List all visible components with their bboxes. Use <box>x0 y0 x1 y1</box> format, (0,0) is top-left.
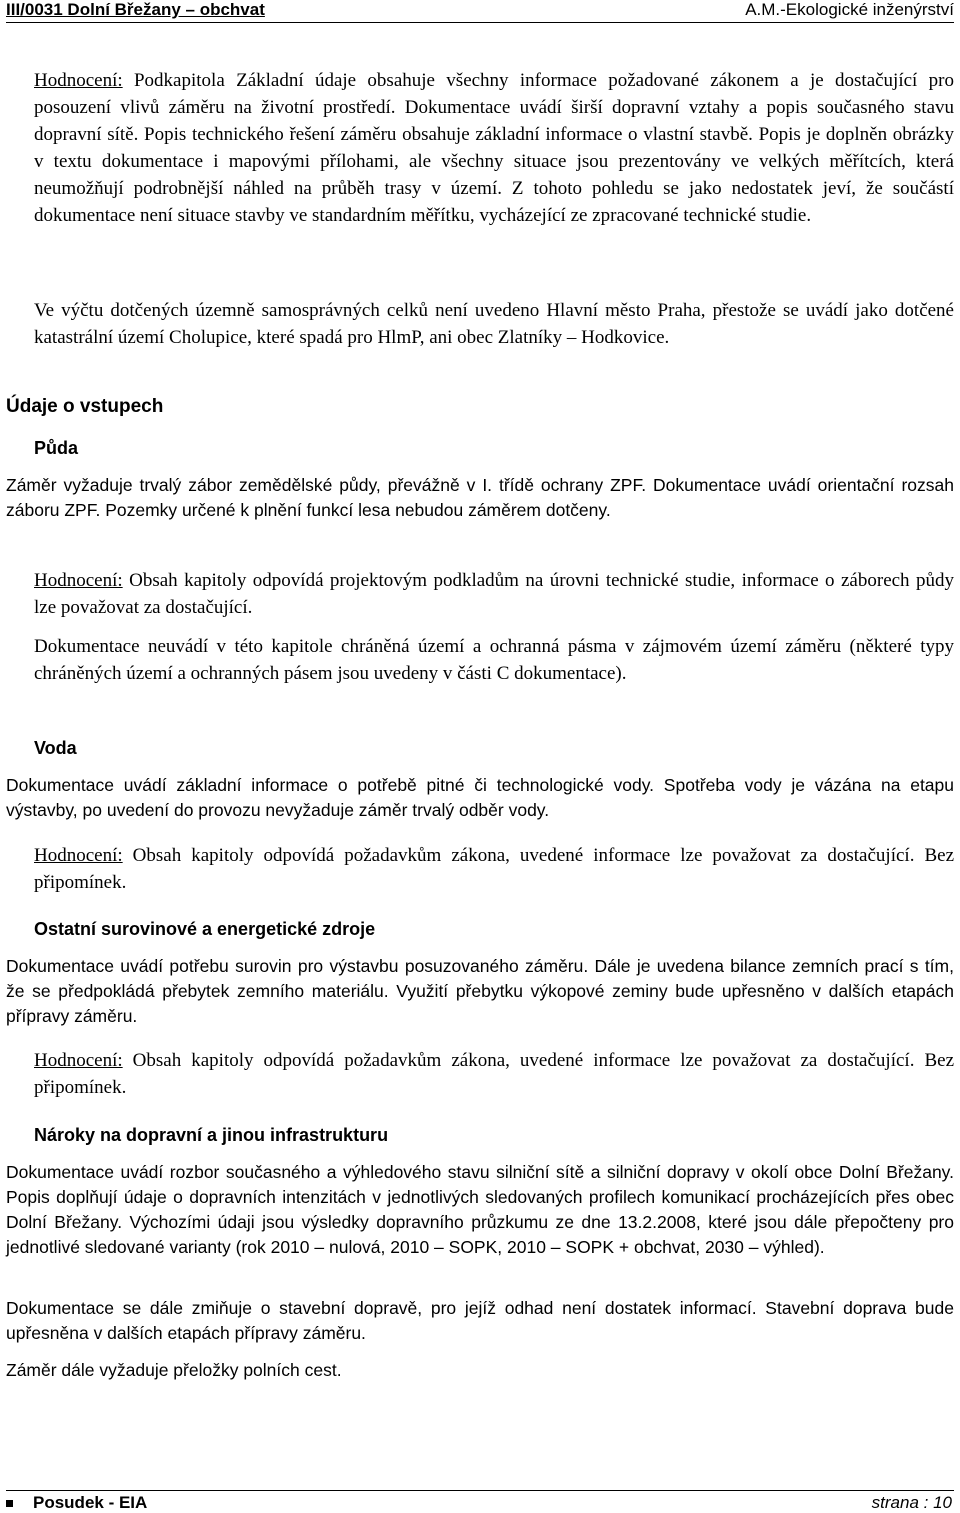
heading-inputs: Údaje o vstupech <box>6 396 164 417</box>
paragraph-text: Obsah kapitoly odpovídá projektovým podkladům na úrovni technické studie, informace o záborech půdy lze považovat za dostačující. <box>34 570 954 618</box>
footer-rule <box>6 1490 954 1491</box>
paragraph-protected-areas: Dokumentace neuvádí v této kapitole chráněná území a ochranná pásma v zájmovém území záměru (některé typy chráněných území a ochranných pásem jsou uvedeny v části C dokumentace). <box>34 636 954 684</box>
evaluation-label: Hodnocení: <box>34 845 123 866</box>
heading-water: Voda <box>34 738 77 758</box>
paragraph-water-evaluation <box>34 842 954 896</box>
paragraph-field-paths: Záměr dále vyžaduje přeložky polních cest. <box>6 1360 342 1380</box>
page-header <box>6 0 954 23</box>
paragraph-text: Podkapitola Základní údaje obsahuje všechny informace požadované zákonem a je dostačující pro posouzení vlivů záměru na životní prostředí. Dokumentace uvádí širší dopravní vztahy a popis současného stavu dopravní sítě. Popis technického řešení záměru obsahuje základní informace o vlastní stavbě. Popis je doplněn obrázky v textu dokumentace i mapovými přílohami, ale všechny situace jsou prezentovány ve velkých měřítcích, která neumožňují podrobnější náhled na průběh trasy v území. Z tohoto pohledu se jako nedostatek jeví, že součástí dokumentace není situace stavby ve standardním měřítku, vycházející ze zpracované technické studie. <box>34 70 954 226</box>
paragraph-raw-materials-evaluation <box>34 1047 954 1101</box>
evaluation-label: Hodnocení: <box>34 1050 123 1071</box>
heading-infrastructure: Nároky na dopravní a jinou infrastrukturu <box>34 1125 389 1145</box>
paragraph-traffic: Dokumentace uvádí rozbor současného a výhledového stavu silniční sítě a silniční dopravy v okolí obce Dolní Břežany. Popis doplňují údaje o dopravních intenzitách v jednotlivých sledovaných profilech komunikací procházejících přes obec Dolní Břežany. Výchozími údaji jsou výsledky dopravního průzkumu ze dne 13.2.2008, které jsou dále přepočteny pro jednotlivé sledované varianty (rok 2010 – nulová, 2010 – SOPK, 2010 – SOPK + obchvat, 2030 – výhled). <box>6 1162 954 1257</box>
paragraph-soil: Záměr vyžaduje trvalý zábor zemědělské půdy, převážně v I. třídě ochrany ZPF. Dokumentace uvádí orientační rozsah záboru ZPF. Pozemky určené k plnění funkcí lesa nebudou záměrem dotčeny. <box>6 475 954 520</box>
paragraph-text: Obsah kapitoly odpovídá požadavkům zákona, uvedené informace lze považovat za dostačující. Bez připomínek. <box>34 1050 954 1098</box>
footer-document-type: Posudek - EIA <box>33 1493 148 1512</box>
evaluation-label: Hodnocení: <box>34 70 123 91</box>
paragraph-text: Obsah kapitoly odpovídá požadavkům zákona, uvedené informace lze považovat za dostačující. Bez připomínek. <box>34 845 954 893</box>
paragraph-raw-materials: Dokumentace uvádí potřebu surovin pro výstavbu posuzovaného záměru. Dále je uvedena bilance zemních prací s tím, že se předpokládá přebytek zemního materiálu. Využití přebytku výkopové zeminy bude upřesněno v dalších etapách přípravy záměru. <box>6 956 954 1026</box>
paragraph-soil-evaluation <box>34 567 954 621</box>
paragraph-water: Dokumentace uvádí základní informace o potřebě pitné či technologické vody. Spotřeba vody je vázána na etapu výstavby, po uvedení do provozu nevyžaduje záměr trvalý odběr vody. <box>6 775 954 820</box>
heading-raw-materials: Ostatní surovinové a energetické zdroje <box>34 919 376 939</box>
bullet-icon <box>6 1500 13 1507</box>
footer-left <box>6 1493 147 1513</box>
paragraph-basic-data-evaluation <box>34 67 954 229</box>
paragraph-construction-traffic: Dokumentace se dále zmiňuje o stavební dopravě, pro jejíž odhad není dostatek informací. Stavební doprava bude upřesněna v dalších etapách přípravy záměru. <box>6 1298 954 1343</box>
header-company: A.M.-Ekologické inženýrství <box>745 0 954 19</box>
paragraph-territorial-units: Ve výčtu dotčených územně samosprávných celků není uvedeno Hlavní město Praha, přestože se uvádí jako dotčené katastrální území Cholupice, které spadá pro HlmP, ani obec Zlatníky – Hodkovice. <box>34 300 954 348</box>
footer-page-number: strana : 10 <box>871 1493 952 1512</box>
header-document-title: III/0031 Dolní Břežany – obchvat <box>6 0 265 19</box>
heading-soil: Půda <box>34 438 79 458</box>
evaluation-label: Hodnocení: <box>34 570 123 591</box>
